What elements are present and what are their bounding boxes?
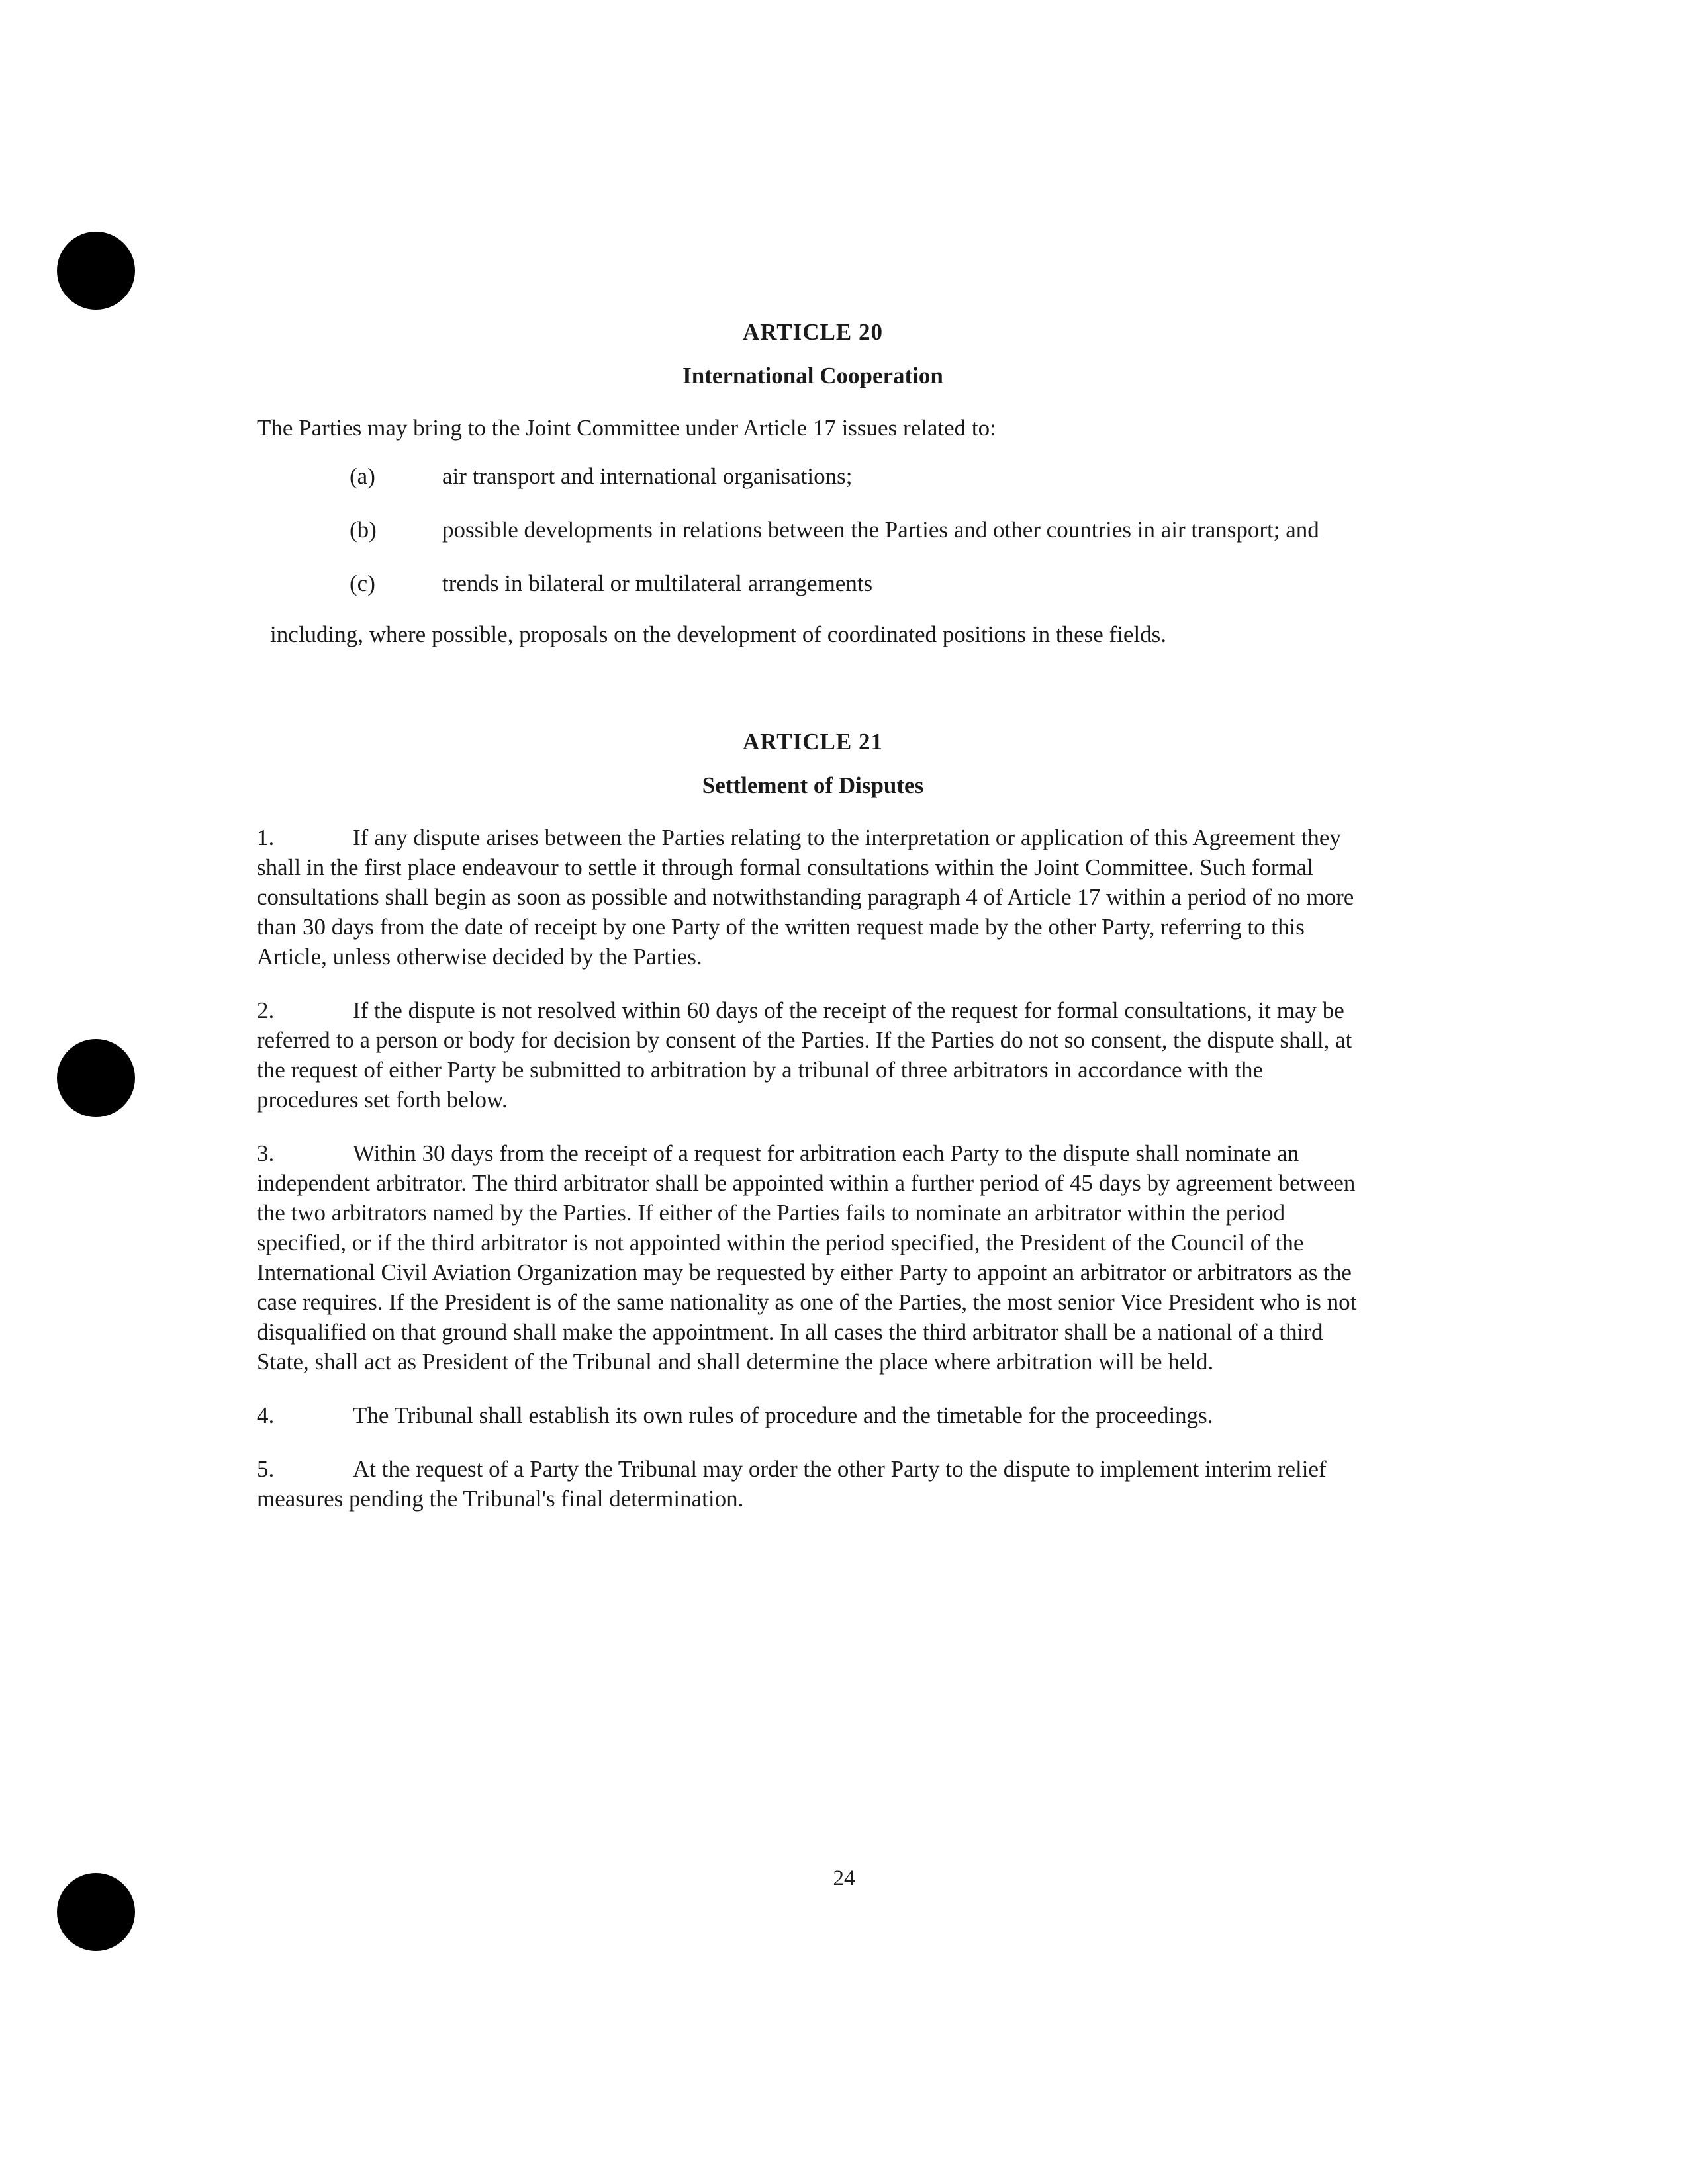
paragraph-text: Within 30 days from the receipt of a request for arbitration each Party to the dispute shall nominate an independent arbitrator. The third arbitrator shall be appointed within a further period of 45 days by agreement between the two arbitrators named by the Parties. If either of the Parties fails to nominate an arbitrator within the period specified, or if the third arbitrator is not appointed within the period specified, the President of the Council of the International Civil Aviation Organization may be requested by either Party to appoint an arbitrator or arbitrators as the case requires. If the President is of the same nationality as one of the Parties, the most senior Vice President who is not disqualified on that ground shall make the appointment. In all cases the third arbitrator shall be a national of a third State, shall act as President of the Tribunal and shall determine the place where arbitration will be held. [257,1140,1357,1375]
list-item-label: (b) [350,517,377,543]
paragraph-text: At the request of a Party the Tribunal may order the other Party to the dispute to implement interim relief measures pending the Tribunal's final determination. [257,1456,1327,1512]
article-20-number: ARTICLE 20 [742,319,883,345]
article-20-intro: The Parties may bring to the Joint Committee under Article 17 issues related to: [257,415,996,441]
paragraph-number: 1. [257,825,275,850]
document-page [257,318,1369,1537]
list-item-text: trends in bilateral or multilateral arrangements [442,570,873,596]
list-item [257,461,1369,491]
paragraph-number: 5. [257,1456,275,1482]
list-item [257,515,1369,545]
article-21-title: Settlement of Disputes [702,772,924,798]
paragraph-number: 4. [257,1402,275,1428]
list-item-text: possible developments in relations between the Parties and other countries in air transport; and [442,517,1319,543]
paragraph-text: If the dispute is not resolved within 60 days of the receipt of the request for formal consultations, it may be referred to a person or body for decision by consent of the Parties. If the Parties do not so consent, the dispute shall, at the request of either Party be submitted to arbitration by a tribunal of three arbitrators in accordance with the procedures set forth below. [257,997,1352,1113]
list-item-text: air transport and international organisations; [442,463,853,489]
paragraph [257,995,1369,1115]
punch-hole-top [57,232,135,310]
list-item-label: (c) [350,570,375,596]
article-20 [257,318,1369,649]
article-spacer [257,649,1369,727]
article-20-closing: including, where possible, proposals on the development of coordinated positions in these fields. [270,621,1167,647]
paragraph [257,1138,1369,1377]
paragraph-number: 3. [257,1140,275,1166]
page-number: 24 [833,1866,855,1890]
paragraph-text: If any dispute arises between the Parties relating to the interpretation or application of this Agreement they shall in the first place endeavour to settle it through formal consultations within the Joint Committee. Such formal consultations shall begin as soon as possible and notwithstanding paragraph 4 of Article 17 within a period of no more than 30 days from the date of receipt by one Party of the written request made by the other Party, referring to this Article, unless otherwise decided by the Parties. [257,825,1354,970]
punch-hole-middle [57,1039,135,1117]
paragraph-number: 2. [257,997,275,1023]
paragraph [257,1454,1369,1514]
article-20-item-list [257,461,1369,598]
article-20-title: International Cooperation [682,363,943,388]
article-21-number: ARTICLE 21 [742,729,883,754]
paragraph [257,823,1369,972]
paragraph [257,1400,1369,1430]
list-item-label: (a) [350,463,375,489]
article-21 [257,727,1369,1514]
paragraph-text: The Tribunal shall establish its own rules of procedure and the timetable for the proceedings. [353,1402,1213,1428]
list-item [257,569,1369,598]
